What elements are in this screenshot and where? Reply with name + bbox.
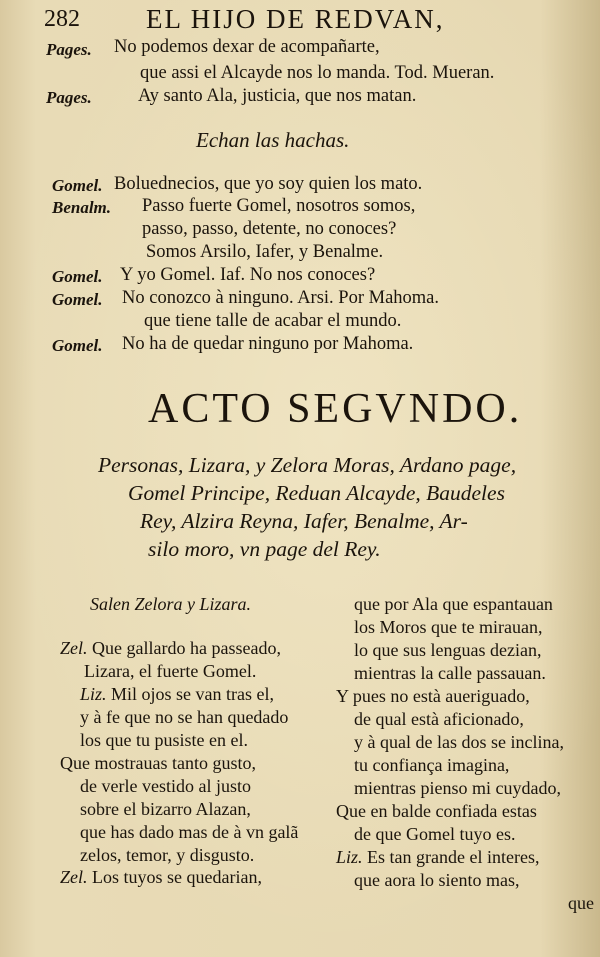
verse-line: y à fe que no se han quedado — [80, 707, 289, 727]
verse-line: Ay santo Ala, justicia, que nos matan. — [138, 86, 417, 106]
verse-line: de que Gomel tuyo es. — [354, 824, 516, 844]
stage-direction: Echan las hachas. — [196, 128, 350, 152]
speaker-label: Liz. — [80, 684, 107, 704]
speaker-label: Liz. — [336, 847, 363, 867]
stage-direction: Salen Zelora y Lizara. — [90, 594, 252, 614]
verse-line: que tiene talle de acabar el mundo. — [144, 311, 402, 331]
verse-line: que has dado mas de à vn galã — [80, 822, 299, 842]
verse-line: los Moros que te mirauan, — [354, 617, 543, 637]
verse-line: que por Ala que espantauan — [354, 594, 553, 614]
personas-line: Rey, Alzira Reyna, Iafer, Benalme, Ar- — [140, 509, 468, 533]
page-number: 282 — [44, 6, 80, 32]
verse-line: Somos Arsilo, Iafer, y Benalme. — [146, 242, 384, 262]
speaker-label: Pages. — [46, 88, 92, 107]
personas-line: Personas, Lizara, y Zelora Moras, Ardano page, — [98, 453, 517, 477]
verse-line: de qual està aficionado, — [354, 709, 524, 729]
verse-line: Que mostrauas tanto gusto, — [60, 753, 256, 773]
verse-line: passo, passo, detente, no conoces? — [142, 219, 397, 239]
verse-line: los que tu pusiste en el. — [80, 730, 248, 750]
verse-line: que aora lo siento mas, — [354, 870, 520, 890]
verse-line: Lizara, el fuerte Gomel. — [84, 661, 257, 681]
act-heading: ACTO SEGVNDO. — [148, 386, 523, 432]
verse-line — [60, 638, 281, 659]
verse-line: sobre el bizarro Alazan, — [80, 799, 251, 819]
catchword: que — [568, 893, 594, 913]
speaker-label: Gomel. — [52, 290, 103, 309]
speaker-label: Pages. — [46, 40, 92, 59]
verse-line: y à qual de las dos se inclina, — [354, 732, 564, 752]
speaker-label: Zel. — [60, 867, 88, 887]
verse-line: de verle vestido al justo — [80, 776, 251, 796]
verse-text: Que gallardo ha passeado, — [92, 638, 281, 658]
verse-line: tu confiança imagina, — [354, 755, 510, 775]
speaker-label: Gomel. — [52, 176, 103, 195]
verse-line: Boluednecios, que yo soy quien los mato. — [114, 174, 423, 194]
verse-line: mientras pienso mi cuydado, — [354, 778, 561, 798]
speaker-label: Benalm. — [52, 198, 112, 217]
verse-line — [336, 847, 539, 868]
verse-line: Passo fuerte Gomel, nosotros somos, — [142, 196, 416, 216]
running-title: EL HIJO DE REDVAN, — [146, 4, 445, 34]
verse-line: No conozco à ninguno. Arsi. Por Mahoma. — [122, 288, 440, 308]
verse-line: lo que sus lenguas dezian, — [354, 640, 542, 660]
verse-text: Los tuyos se quedarian, — [92, 867, 262, 887]
verse-text: Es tan grande el interes, — [367, 847, 540, 867]
verse-line: zelos, temor, y disgusto. — [80, 845, 255, 865]
personas-line: Gomel Principe, Reduan Alcayde, Baudeles — [128, 481, 505, 505]
verse-line: Y yo Gomel. Iaf. No nos conoces? — [120, 265, 376, 285]
verse-line — [80, 684, 274, 705]
verse-line: mientras la calle passauan. — [354, 663, 546, 683]
verse-line: Que en balde confiada estas — [336, 801, 537, 821]
verse-text: Mil ojos se van tras el, — [111, 684, 275, 704]
speaker-label: Zel. — [60, 638, 88, 658]
verse-line: No ha de quedar ninguno por Mahoma. — [122, 334, 414, 354]
verse-line: Y pues no està aueriguado, — [336, 686, 530, 706]
speaker-label: Gomel. — [52, 267, 103, 286]
personas-line: silo moro, vn page del Rey. — [148, 537, 381, 561]
speaker-label: Gomel. — [52, 336, 103, 355]
verse-line: No podemos dexar de acompañarte, — [114, 37, 380, 57]
verse-line: que assi el Alcayde nos lo manda. Tod. Mueran. — [140, 63, 495, 83]
verse-line — [60, 867, 262, 888]
